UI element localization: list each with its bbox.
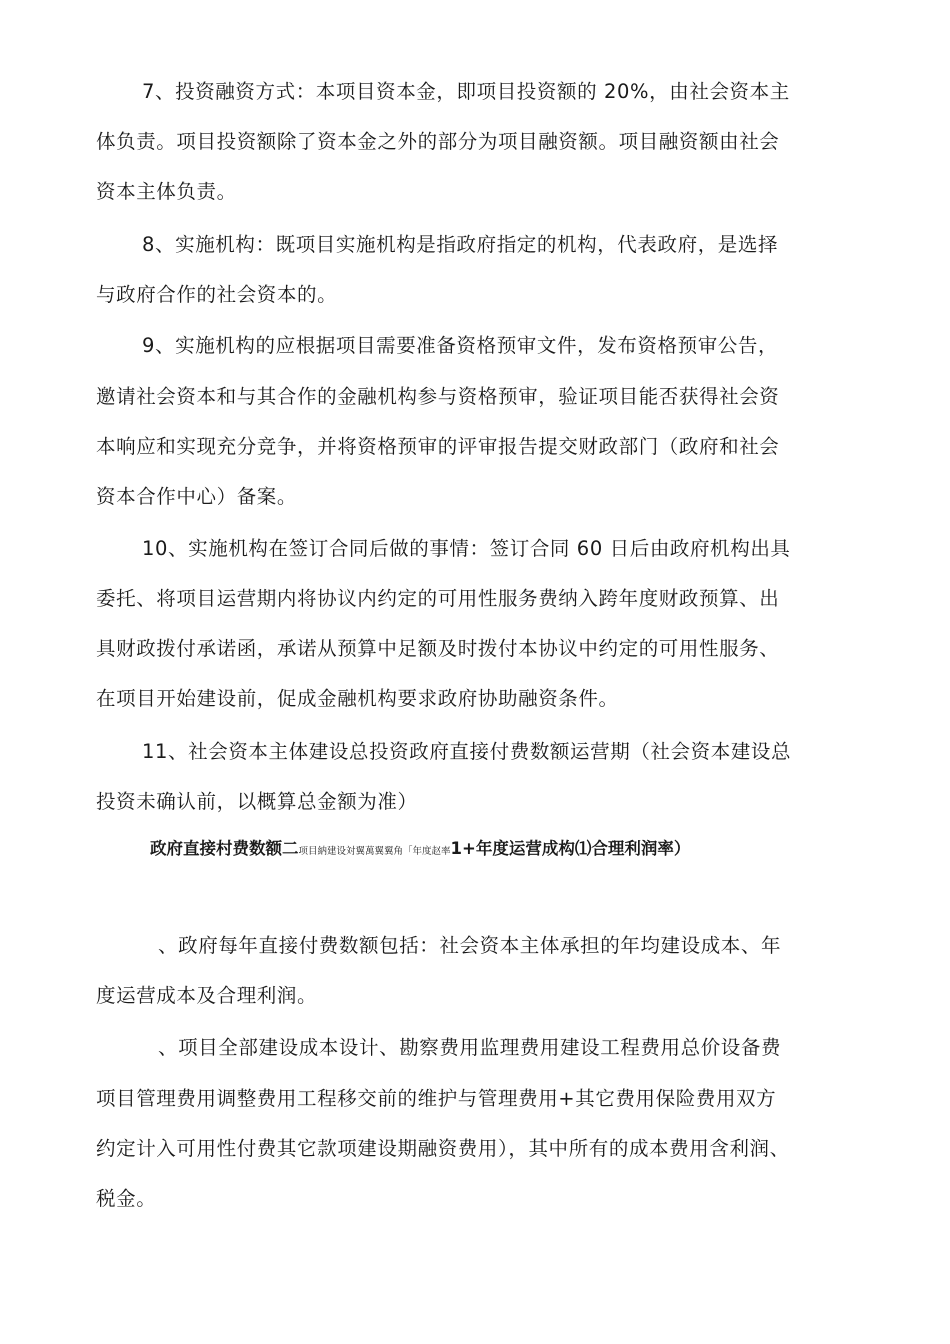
para-10-line-3: 具财政拨付承诺函，承诺从预算中足额及时拨付本协议中约定的可用性服务、: [96, 637, 780, 660]
para-7-line-3: 资本主体负责。: [96, 180, 237, 203]
formula-part-1: 政府直接村费数额二: [150, 839, 299, 858]
para-10-line-1: 10、实施机构在签订合同后做的事情：签订合同 60 日后由政府机构出具: [142, 537, 791, 560]
para-9-line-4: 资本合作中心）备案。: [96, 485, 298, 508]
para-12-line-2: 度运营成本及合理利润。: [96, 984, 318, 1007]
para-11-line-1: 11、社会资本主体建设总投资政府直接付费数额运营期（社会资本建设总: [142, 740, 792, 763]
formula-part-2: 项目納建设対翼萬翼翼角「年度赵率: [298, 846, 451, 857]
para-13-line-2: 项目管理费用调整费用工程移交前的维护与管理费用+其它费用保险费用双方: [96, 1087, 777, 1110]
para-9-line-3: 本响应和实现充分竞争，并将资格预审的评审报告提交财政部门（政府和社会: [96, 435, 780, 458]
para-13-line-4: 税金。: [96, 1187, 157, 1210]
formula-part-3: 1+年度运营成构⑴合理利润率）: [450, 839, 691, 858]
para-8-line-2: 与政府合作的社会资本的。: [96, 283, 338, 306]
para-13-line-1: 、项目全部建设成本设计、勘察费用监理费用建设工程费用总价设备费: [158, 1036, 782, 1059]
payment-formula: [150, 835, 690, 859]
para-10-line-4: 在项目开始建设前，促成金融机构要求政府协助融资条件。: [96, 687, 619, 710]
para-9-line-1: 9、实施机构的应根据项目需要准备资格预审文件，发布资格预审公告，: [142, 334, 779, 357]
para-8-line-1: 8、实施机构：既项目实施机构是指政府指定的机构，代表政府，是选择: [142, 233, 779, 256]
para-13-line-3: 约定计入可用性付费其它款项建设期融资费用），其中所有的成本费用含利润、: [96, 1137, 790, 1160]
para-9-line-2: 邀请社会资本和与其合作的金融机构参与资格预审，验证项目能否获得社会资: [96, 385, 780, 408]
para-7-line-1: 7、投资融资方式：本项目资本金，即项目投资额的 20%，由社会资本主: [142, 80, 790, 103]
para-7-line-2: 体负责。项目投资额除了资本金之外的部分为项目融资额。项目融资额由社会: [96, 130, 780, 153]
para-11-line-2: 投资未确认前，以概算总金额为准）: [96, 790, 418, 813]
para-12-line-1: 、政府每年直接付费数额包括：社会资本主体承担的年均建设成本、年: [158, 934, 782, 957]
para-10-line-2: 委托、将项目运营期内将协议内约定的可用性服务费纳入跨年度财政预算、出: [96, 587, 780, 610]
